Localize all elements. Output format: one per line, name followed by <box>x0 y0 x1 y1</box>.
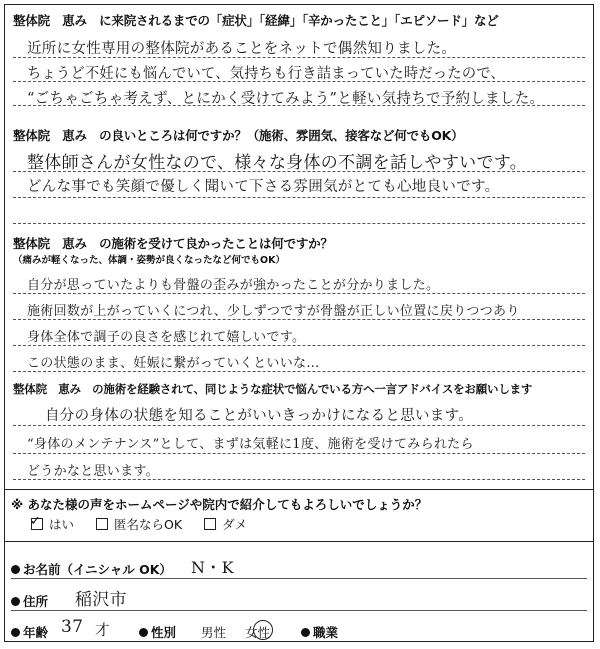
section-divider <box>5 541 593 542</box>
answer-line <box>13 223 585 224</box>
answer-2-line-1: 整体師さんが女性なので、様々な身体の不調を話しやすいです。 <box>27 153 527 173</box>
consent-option-label: はい <box>49 517 75 532</box>
bullet-icon <box>301 628 310 637</box>
job-label: 職業 <box>313 625 339 640</box>
consent-options <box>31 515 247 533</box>
question-3: 整体院 恵み の施術を受けて良かったことは何ですか？ <box>13 236 333 251</box>
gender-field <box>139 623 176 641</box>
consent-option-anonymous[interactable] <box>96 515 182 533</box>
bullet-icon <box>11 597 20 606</box>
testimonial-sheet <box>4 4 594 642</box>
field-line <box>11 610 587 611</box>
answer-4-line-1: 自分の身体の状態を知ることがいいきっかけになると思います。 <box>45 408 474 424</box>
checkbox-icon[interactable] <box>30 514 43 530</box>
question-1: 整体院 恵み に来院されるまでの「症状」「経緯」「辛かったこと」「エピソード」など <box>13 13 499 28</box>
answer-line <box>13 425 585 426</box>
checkbox-icon[interactable] <box>96 518 108 530</box>
bullet-icon <box>11 565 20 574</box>
consent-question: ※ あなた様の声をホームページや院内で紹介してもよろしいでしょうか？ <box>11 497 428 512</box>
bullet-icon <box>139 628 148 637</box>
answer-3-line-1: 自分が思っていたよりも骨盤の歪みが強かったことが分かりました。 <box>27 278 440 293</box>
answer-1-line-3: “ごちゃごちゃ考えず、とにかく受けてみよう”と軽い気持ちで予約しました。 <box>27 91 545 107</box>
answer-line <box>13 453 585 454</box>
answer-4-line-3: どうかなと思います。 <box>27 464 159 479</box>
question-2: 整体院 恵み の良いところは何ですか？（施術、雰囲気、接客など何でもOK） <box>13 128 464 143</box>
field-line <box>11 578 587 579</box>
consent-option-label: ダメ <box>222 517 248 532</box>
answer-line <box>13 293 585 294</box>
bullet-icon <box>11 628 20 637</box>
gender-male[interactable]: 男性 <box>201 625 227 640</box>
age-value: 37 <box>61 617 84 637</box>
selected-circle-icon <box>253 620 273 640</box>
age-field <box>11 623 48 641</box>
consent-option-label: 匿名ならOK <box>114 517 183 532</box>
answer-line <box>13 197 585 198</box>
answer-4-line-2: “身体のメンテナンス”として、まずは気軽に1度、施術を受けてみられたら <box>27 437 474 452</box>
job-field <box>301 623 338 641</box>
address-label: 住所 <box>23 594 49 609</box>
checkmark-icon: ✓ <box>30 514 41 529</box>
answer-line <box>13 319 585 320</box>
gender-female[interactable]: 女性 <box>245 625 271 640</box>
answer-3-line-3: 身体全体で調子の良さを感じれて嬉しいです。 <box>27 330 306 345</box>
age-unit: 才 <box>95 623 110 639</box>
gender-label: 性別 <box>151 625 177 640</box>
consent-option-no[interactable] <box>204 515 247 533</box>
answer-3-line-4: この状態のまま、妊娠に繋がっていくといいな… <box>27 356 320 371</box>
answer-line <box>13 345 585 346</box>
answer-1-line-2: ちょうど不妊にも悩んでいて、気持ちも行き詰まっていた時だったので、 <box>27 66 506 82</box>
checkbox-icon[interactable] <box>204 518 216 530</box>
answer-line <box>13 371 585 372</box>
name-label: お名前（イニシャル OK） <box>23 562 172 577</box>
name-field <box>11 560 172 578</box>
question-4: 整体院 恵み の施術を経験されて、同じような症状で悩んでいる方へ一言アドバイスをお願いします <box>13 382 533 396</box>
section-divider <box>5 489 593 490</box>
answer-3-line-2: 施術回数が上がっていくにつれ、少しずつですが骨盤が正しい位置に戻りつつあり <box>27 304 520 319</box>
age-label: 年齢 <box>23 625 49 640</box>
answer-line <box>13 479 585 480</box>
address-value: 稲沢市 <box>75 590 127 610</box>
address-field <box>11 592 48 610</box>
answer-1-line-1: 近所に女性専用の整体院があることをネットで偶然知りました。 <box>27 41 457 57</box>
question-3-note: （痛みが軽くなった、体調・姿勢が良くなったなど何でもOK） <box>13 255 285 266</box>
answer-2-line-2: どんな事でも笑顔で優しく聞いて下さる雰囲気がとても心地良いです。 <box>27 179 500 195</box>
name-value: N・K <box>191 558 234 577</box>
consent-option-yes[interactable] <box>31 515 74 533</box>
